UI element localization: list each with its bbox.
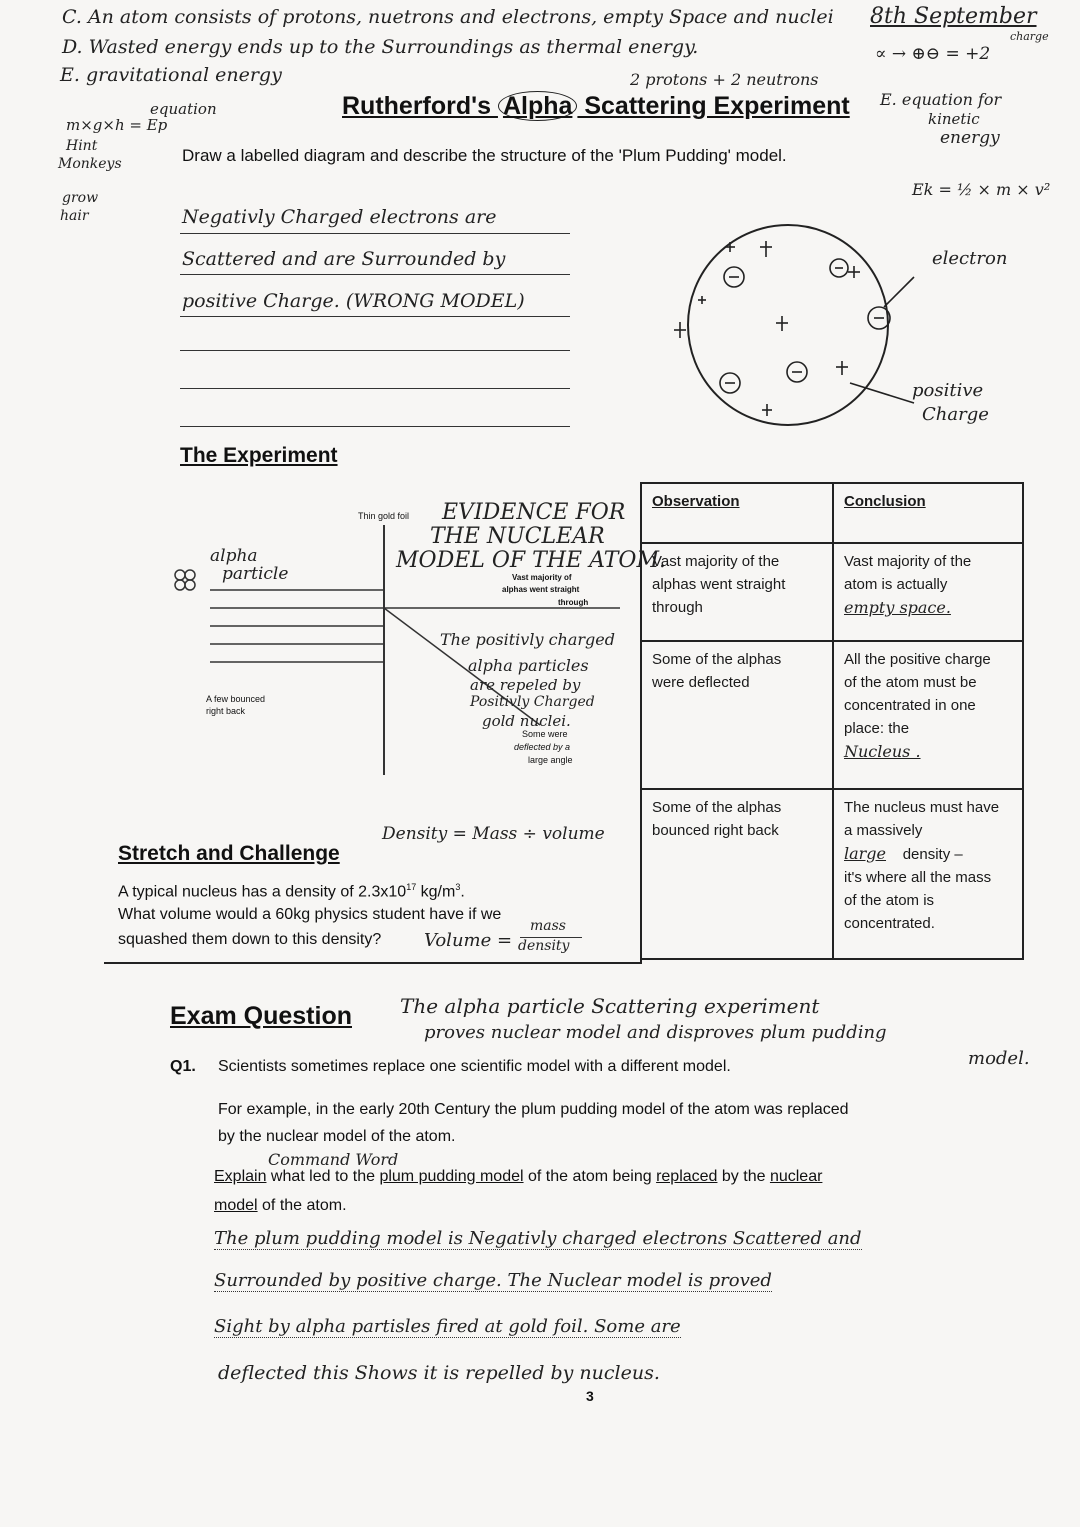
conclusion-header: Conclusion — [833, 483, 1023, 543]
mnemonic-2: Monkeys — [58, 156, 122, 172]
conclusion-cell: All the positive charge of the atom must be concentrated in one place: the Nucleus . — [833, 641, 1023, 789]
some-label-1: Some were — [522, 729, 568, 739]
protons-note: 2 protons + 2 neutrons — [630, 70, 819, 89]
title-alpha: Alpha — [498, 91, 577, 121]
evidence-line-1: EVIDENCE FOR — [442, 500, 626, 525]
kinetic-note-3: energy — [940, 128, 1000, 148]
exam-note-2: proves nuclear model and disproves plum pudding — [424, 1022, 887, 1043]
answer-rule — [180, 426, 570, 427]
label-electron: electron — [932, 248, 1008, 269]
answer-line-4: deflected this Shows it is repelled by nucleus. — [218, 1362, 660, 1384]
question-line-3: by the nuclear model of the atom. — [218, 1128, 456, 1145]
plum-pudding-diagram — [660, 215, 920, 435]
some-label-2: deflected by a — [514, 742, 571, 752]
fraction-denominator: density — [518, 938, 570, 954]
date-note: 8th September — [870, 4, 1037, 29]
gpe-formula: m×g×h = Ep — [66, 116, 168, 134]
few-label-2: right back — [206, 706, 246, 716]
positive-note-5: gold nuclei. — [482, 712, 571, 730]
kinetic-formula: Ek = ½ × m × v² — [912, 180, 1051, 199]
question-line-5: model of the atom. — [214, 1197, 347, 1214]
note-line-d: D. Wasted energy ends up to the Surroundings as thermal energy. — [62, 36, 699, 58]
exam-note-1: The alpha particle Scattering experiment — [400, 994, 820, 1018]
question-line-4: Explain what led to the plum pudding model of the atom being replaced by the nuclear — [214, 1168, 823, 1185]
few-label-1: A few bounced — [206, 694, 266, 704]
mnemonic-3: grow — [62, 190, 99, 206]
vast-label-1: Vast majority of — [512, 573, 572, 582]
page-title — [342, 92, 850, 121]
answer-line-3: Sight by alpha partisles fired at gold foil. Some are — [214, 1316, 681, 1337]
atom-outline — [688, 225, 888, 425]
plum-answer-line-2: Scattered and are Surrounded by — [182, 248, 506, 270]
some-label-3: large angle — [528, 755, 573, 765]
alpha-label-1: alpha — [210, 546, 258, 566]
observation-cell: Some of the alphas were deflected — [641, 641, 833, 789]
command-word-note: Command Word — [268, 1150, 399, 1169]
note-line-e: E. gravitational energy — [60, 64, 282, 86]
equation-note: equation — [150, 100, 217, 118]
instruction-text: Draw a labelled diagram and describe the structure of the 'Plum Pudding' model. — [182, 146, 787, 165]
positive-note-2: alpha particles — [468, 656, 589, 675]
alpha-note: ∝ → ⊕⊖ = +2 — [875, 44, 991, 64]
answer-line-2: Surrounded by positive charge. The Nuclear model is proved — [214, 1270, 772, 1291]
gold-foil-label: Thin gold foil — [358, 511, 410, 521]
label-charge: Charge — [922, 404, 989, 425]
answer-rule — [180, 316, 570, 317]
vast-label-2: alphas went straight — [502, 585, 580, 594]
observation-cell: Vast majority of the alphas went straight through — [641, 543, 833, 641]
marks-label: 3 — [586, 1388, 594, 1404]
experiment-heading: The Experiment — [180, 444, 338, 467]
answer-rule — [180, 350, 570, 351]
vast-label-3: through — [558, 598, 589, 607]
alpha-label-2: particle — [222, 564, 289, 584]
mnemonic-1: Hint — [66, 138, 98, 154]
evidence-line-3: MODEL OF THE ATOM. — [396, 548, 666, 573]
stretch-heading: Stretch and Challenge — [118, 842, 340, 865]
conclusion-cell: Vast majority of the atom is actually empty space. — [833, 543, 1023, 641]
positive-note-4: Positivly Charged — [470, 694, 595, 710]
kinetic-note-2: kinetic — [928, 110, 980, 128]
label-positive: positive — [912, 380, 984, 401]
answer-line-1: The plum pudding model is Negativly charged electrons Scattered and — [214, 1228, 862, 1249]
exam-note-3: model. — [968, 1048, 1030, 1069]
charge-note: charge — [1010, 30, 1049, 43]
stretch-line-2: What volume would a 60kg physics student have if we — [118, 906, 502, 923]
volume-label: Volume = — [424, 930, 513, 951]
answer-rule — [180, 233, 570, 234]
kinetic-note-1: E. equation for — [880, 90, 1002, 109]
exam-heading: Exam Question — [170, 1002, 352, 1030]
stretch-line-3: squashed them down to this density? — [118, 931, 382, 948]
positive-note-3: are repeled by — [470, 676, 581, 694]
answer-rule — [180, 274, 570, 275]
stretch-line-1: A typical nucleus has a density of $2.3x10^{17}$ $kg/m^3$. — [118, 882, 465, 901]
mnemonic-4: hair — [60, 208, 89, 224]
evidence-line-2: THE NUCLEAR — [430, 524, 605, 549]
question-line-1: Scientists sometimes replace one scientific model with a different model. — [218, 1058, 731, 1075]
plum-answer-line-3: positive Charge. (WRONG MODEL) — [182, 290, 525, 312]
answer-rule — [180, 388, 570, 389]
question-line-2: For example, in the early 20th Century the plum pudding model of the atom was replaced — [218, 1101, 849, 1118]
note-line-c: C. An atom consists of protons, nuetrons and electrons, empty Space and nuclei — [62, 6, 834, 28]
plum-answer-line-1: Negativly Charged electrons are — [182, 206, 497, 228]
observation-header: Observation — [641, 483, 833, 543]
question-number: Q1. — [170, 1058, 196, 1075]
positive-note-1: The positivly charged — [440, 630, 615, 649]
title-suffix: Scattering Experiment — [577, 92, 850, 120]
conclusion-cell: The nucleus must have a massively large density – it's where all the mass of the atom is concentrated. — [833, 789, 1023, 959]
observation-table — [640, 482, 1024, 960]
density-note: Density = Mass ÷ volume — [382, 824, 605, 844]
title-prefix: Rutherford's — [342, 92, 498, 120]
fraction-numerator: mass — [530, 918, 566, 934]
observation-cell: Some of the alphas bounced right back — [641, 789, 833, 959]
